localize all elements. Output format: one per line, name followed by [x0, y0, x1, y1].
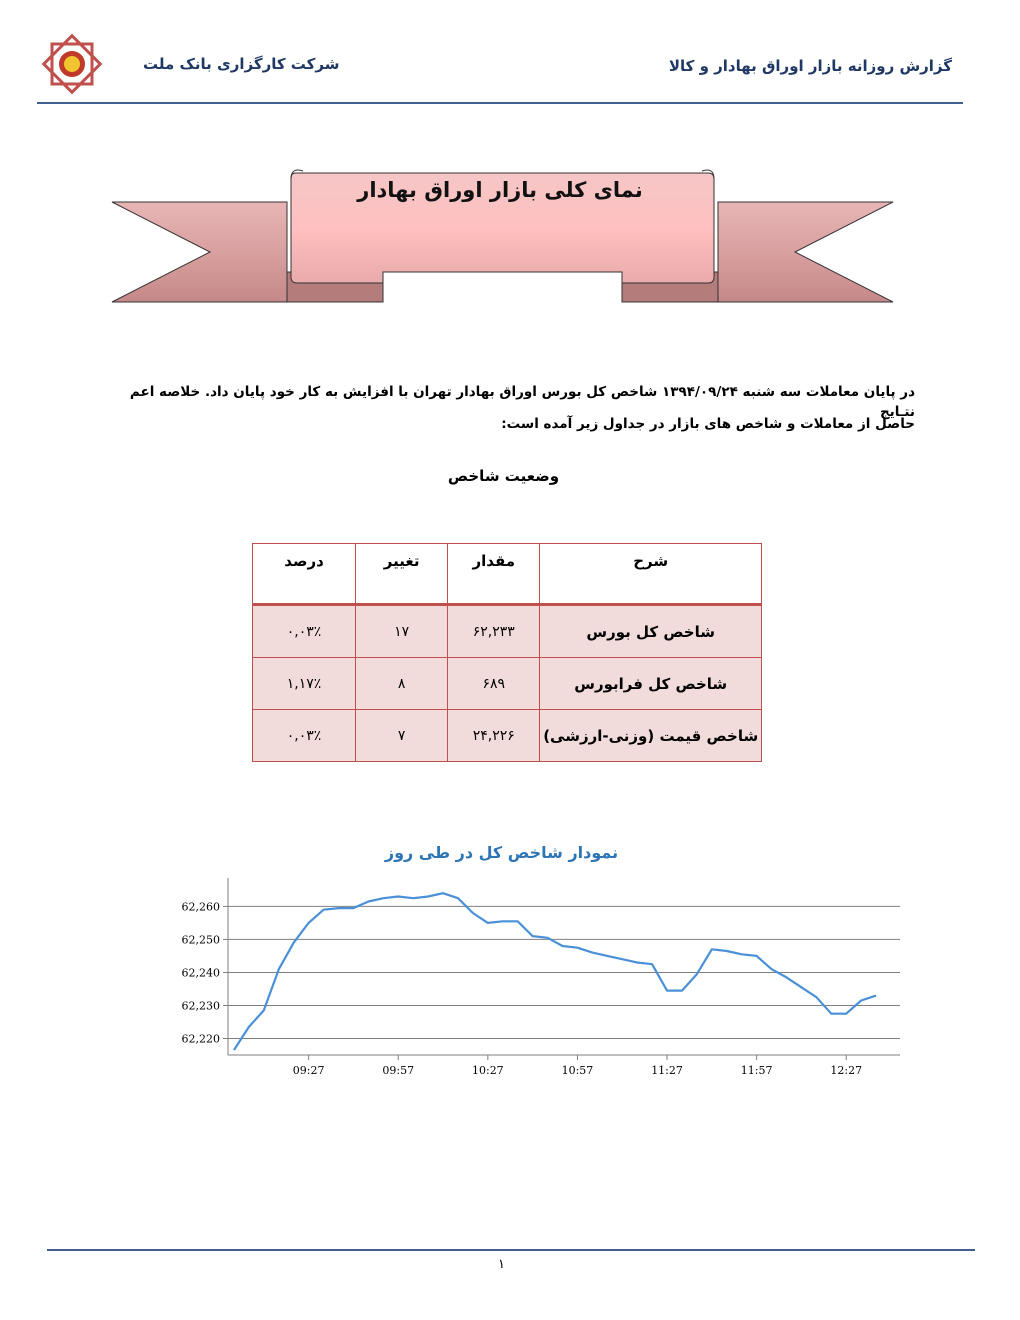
- company-name: شرکت کارگزاری بانک ملت: [143, 55, 340, 73]
- intro-line-1: در پایان معاملات سه شنبه ۱۳۹۴/۰۹/۲۴ شاخص کل بورس اوراق بهادار تهران با افزایش به کار خود پایان داد. خلاصه اعم نتـایج: [129, 384, 915, 420]
- footer-divider: [47, 1249, 975, 1251]
- row-name: شاخص قیمت (وزنی-ارزشی): [540, 710, 762, 762]
- header-divider: [37, 102, 963, 104]
- x-tick-label: 09:27: [292, 1064, 325, 1077]
- row-change: ۱۷: [356, 605, 448, 658]
- row-change: ۸: [356, 658, 448, 710]
- y-tick-label: 62,230: [181, 999, 220, 1013]
- table-row: [253, 658, 762, 710]
- table-row: [253, 605, 762, 658]
- intro-line-2: حاصل از معاملات و شاخص های بازار در جداول زیر آمده است:: [501, 416, 915, 432]
- row-percent: ۰,۰۳٪: [253, 605, 356, 658]
- row-percent: ۱,۱۷٪: [253, 658, 356, 710]
- row-name: شاخص کل فرابورس: [540, 658, 762, 710]
- row-change: ۷: [356, 710, 448, 762]
- y-tick-label: 62,220: [181, 1032, 220, 1046]
- y-tick-label: 62,240: [181, 966, 220, 980]
- row-name: شاخص کل بورس: [540, 605, 762, 658]
- x-tick-label: 11:57: [740, 1064, 773, 1077]
- page-number: ۱: [498, 1257, 505, 1272]
- table-header-row: [253, 544, 762, 605]
- index-line-chart: [165, 870, 910, 1090]
- y-tick-label: 62,260: [181, 900, 220, 914]
- x-tick-label: 10:27: [471, 1064, 504, 1077]
- row-value: ۲۴,۲۲۶: [448, 710, 540, 762]
- table-row: [253, 710, 762, 762]
- row-value: ۶۸۹: [448, 658, 540, 710]
- x-tick-label: 12:27: [830, 1064, 863, 1077]
- bank-mellat-logo: [40, 32, 104, 96]
- chart-title: نمودار شاخص کل در طی روز: [384, 843, 619, 862]
- x-tick-label: 10:57: [561, 1064, 594, 1077]
- index-table: [252, 543, 762, 762]
- index-table-title: وضعیت شاخص: [447, 467, 560, 485]
- row-value: ۶۲,۲۳۳: [448, 605, 540, 658]
- report-title: گزارش روزانه بازار اوراق بهادار و کالا: [668, 57, 952, 75]
- banner-title: نمای کلی بازار اوراق بهادار: [357, 178, 643, 202]
- series-line: [234, 893, 876, 1050]
- x-tick-label: 09:57: [382, 1064, 415, 1077]
- col-header-percent: درصد: [253, 544, 356, 605]
- col-header-change: تغییر: [356, 544, 448, 605]
- row-percent: ۰,۰۳٪: [253, 710, 356, 762]
- x-tick-label: 11:27: [651, 1064, 683, 1077]
- col-header-value: مقدار: [448, 544, 540, 605]
- col-header-description: شرح: [540, 544, 762, 605]
- y-tick-label: 62,250: [181, 933, 220, 947]
